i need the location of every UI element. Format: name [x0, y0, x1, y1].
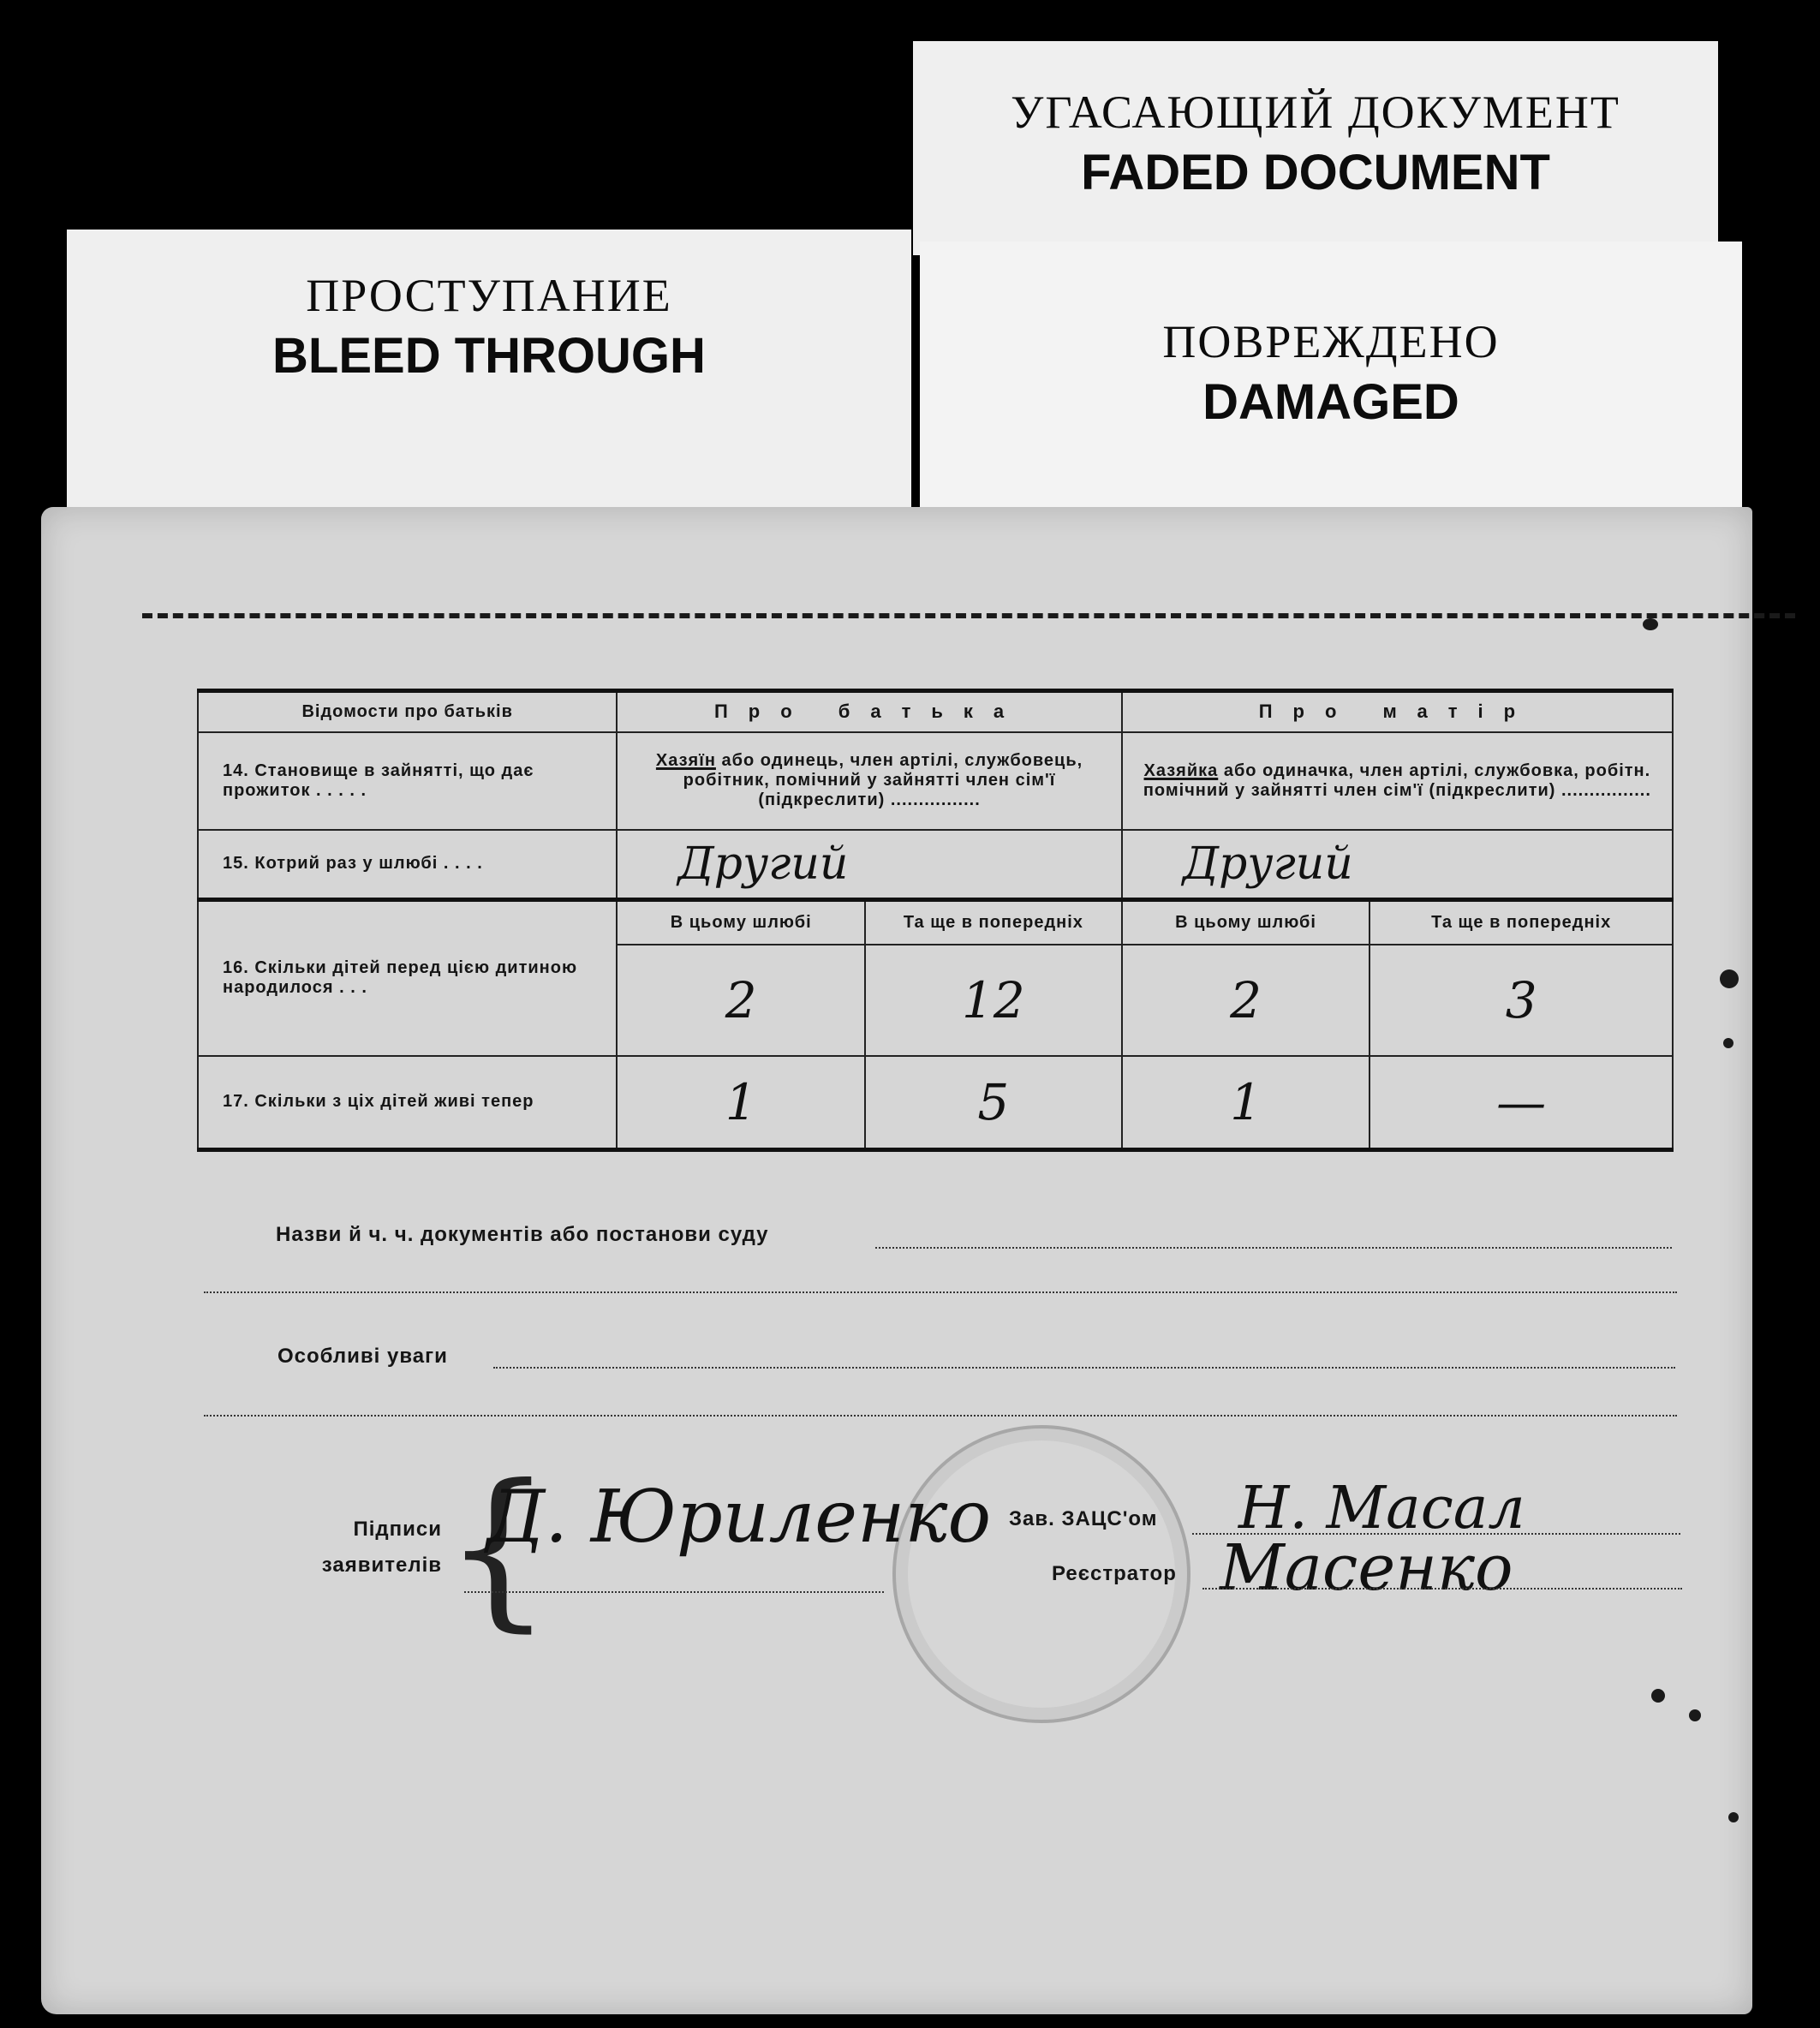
signatures-label-1: Підписи: [353, 1518, 442, 1541]
damage-mark: [1643, 618, 1658, 630]
signatures-label-2: заявителів: [321, 1554, 442, 1577]
row14-mother-rest: або одиначка, член артілі, службовка, робітн. помічний у зайнятті член сім'ї (підкреслити) ................: [1143, 760, 1651, 800]
row15-mother-value: Другий: [1122, 830, 1673, 900]
signature-brace: {: [444, 1448, 553, 1648]
row16-value-2: 12: [865, 945, 1122, 1056]
faded-slip-en: FADED DOCUMENT: [1081, 145, 1550, 200]
row15-father-value: Другий: [617, 830, 1121, 900]
sub-mother-previous: Та ще в попередніх: [1369, 900, 1673, 945]
row17-value-3: 1: [1122, 1056, 1370, 1150]
bleed-through-slip: [67, 230, 911, 512]
applicant-signature-line: [464, 1591, 884, 1593]
head-signature: Н. Масал: [1238, 1475, 1525, 1542]
header-about-father: Про батька: [617, 691, 1121, 732]
row16-value-4: 3: [1369, 945, 1673, 1056]
applicant-signature: Д. Юриленко: [486, 1475, 992, 1559]
row16-label: 16. Скільки дітей перед цією дитиною народилося . . .: [198, 900, 617, 1056]
row14-father-rest: або одинець, член артілі, службовець, робітник, помічний у зайнятті член сім'ї (підкреслити) ................: [683, 751, 1083, 809]
damaged-slip: [920, 242, 1742, 514]
row17-label: 17. Скільки з ціх дітей живі тепер: [198, 1056, 617, 1150]
remarks-line-1: [493, 1367, 1675, 1369]
row14-label: 14. Становище в зайнятті, що дає прожиток . . . . .: [198, 732, 617, 830]
row14-father-underlined: Хазяїн: [655, 751, 716, 770]
faded-slip-ru: УГАСАЮЩИЙ ДОКУМЕНТ: [1011, 86, 1620, 138]
row17-value-1: 1: [617, 1056, 865, 1150]
sub-father-this-marriage: В цьому шлюбі: [617, 900, 865, 945]
damage-mark: [1720, 969, 1739, 988]
header-about-mother: Про матір: [1122, 691, 1673, 732]
damage-mark: [1723, 1038, 1733, 1048]
parents-info-table: [197, 689, 1674, 1152]
registrar-signature-line: [1202, 1588, 1682, 1590]
faded-document-slip: [913, 41, 1718, 255]
damage-mark: [1651, 1689, 1665, 1703]
remarks-label: Особливі уваги: [277, 1345, 448, 1368]
row17-value-2: 5: [865, 1056, 1122, 1150]
documents-line-1: [875, 1247, 1672, 1249]
documents-label: Назви й ч. ч. документів або постанови суду: [276, 1223, 769, 1246]
row15-label: 15. Котрий раз у шлюбі . . . .: [198, 830, 617, 900]
row14-father-cell: [617, 732, 1121, 830]
sub-father-previous: Та ще в попередніх: [865, 900, 1122, 945]
damaged-slip-ru: ПОВРЕЖДЕНО: [1162, 316, 1500, 367]
bleed-slip-ru: ПРОСТУПАНИЕ: [306, 270, 672, 321]
row16-value-1: 2: [617, 945, 865, 1056]
head-label: Зав. ЗАЦС'ом: [1009, 1507, 1158, 1530]
sub-mother-this-marriage: В цьому шлюбі: [1122, 900, 1370, 945]
row16-value-3: 2: [1122, 945, 1370, 1056]
bleed-slip-en: BLEED THROUGH: [272, 328, 706, 384]
damaged-slip-en: DAMAGED: [1202, 374, 1459, 430]
row14-mother-cell: [1122, 732, 1673, 830]
registrar-signature: Масенко: [1220, 1531, 1513, 1605]
remarks-line-2: [204, 1415, 1677, 1417]
damage-mark: [1689, 1709, 1701, 1721]
registrar-label: Реєстратор: [1052, 1562, 1177, 1585]
damage-mark: [1728, 1812, 1739, 1822]
documents-line-2: [204, 1291, 1677, 1293]
perforation-line: [142, 613, 1795, 618]
row14-mother-underlined: Хазяйка: [1143, 760, 1219, 780]
header-parents-info: Відомости про батьків: [198, 691, 617, 732]
record-sheet: [41, 507, 1752, 2014]
row17-value-4: —: [1369, 1056, 1673, 1150]
